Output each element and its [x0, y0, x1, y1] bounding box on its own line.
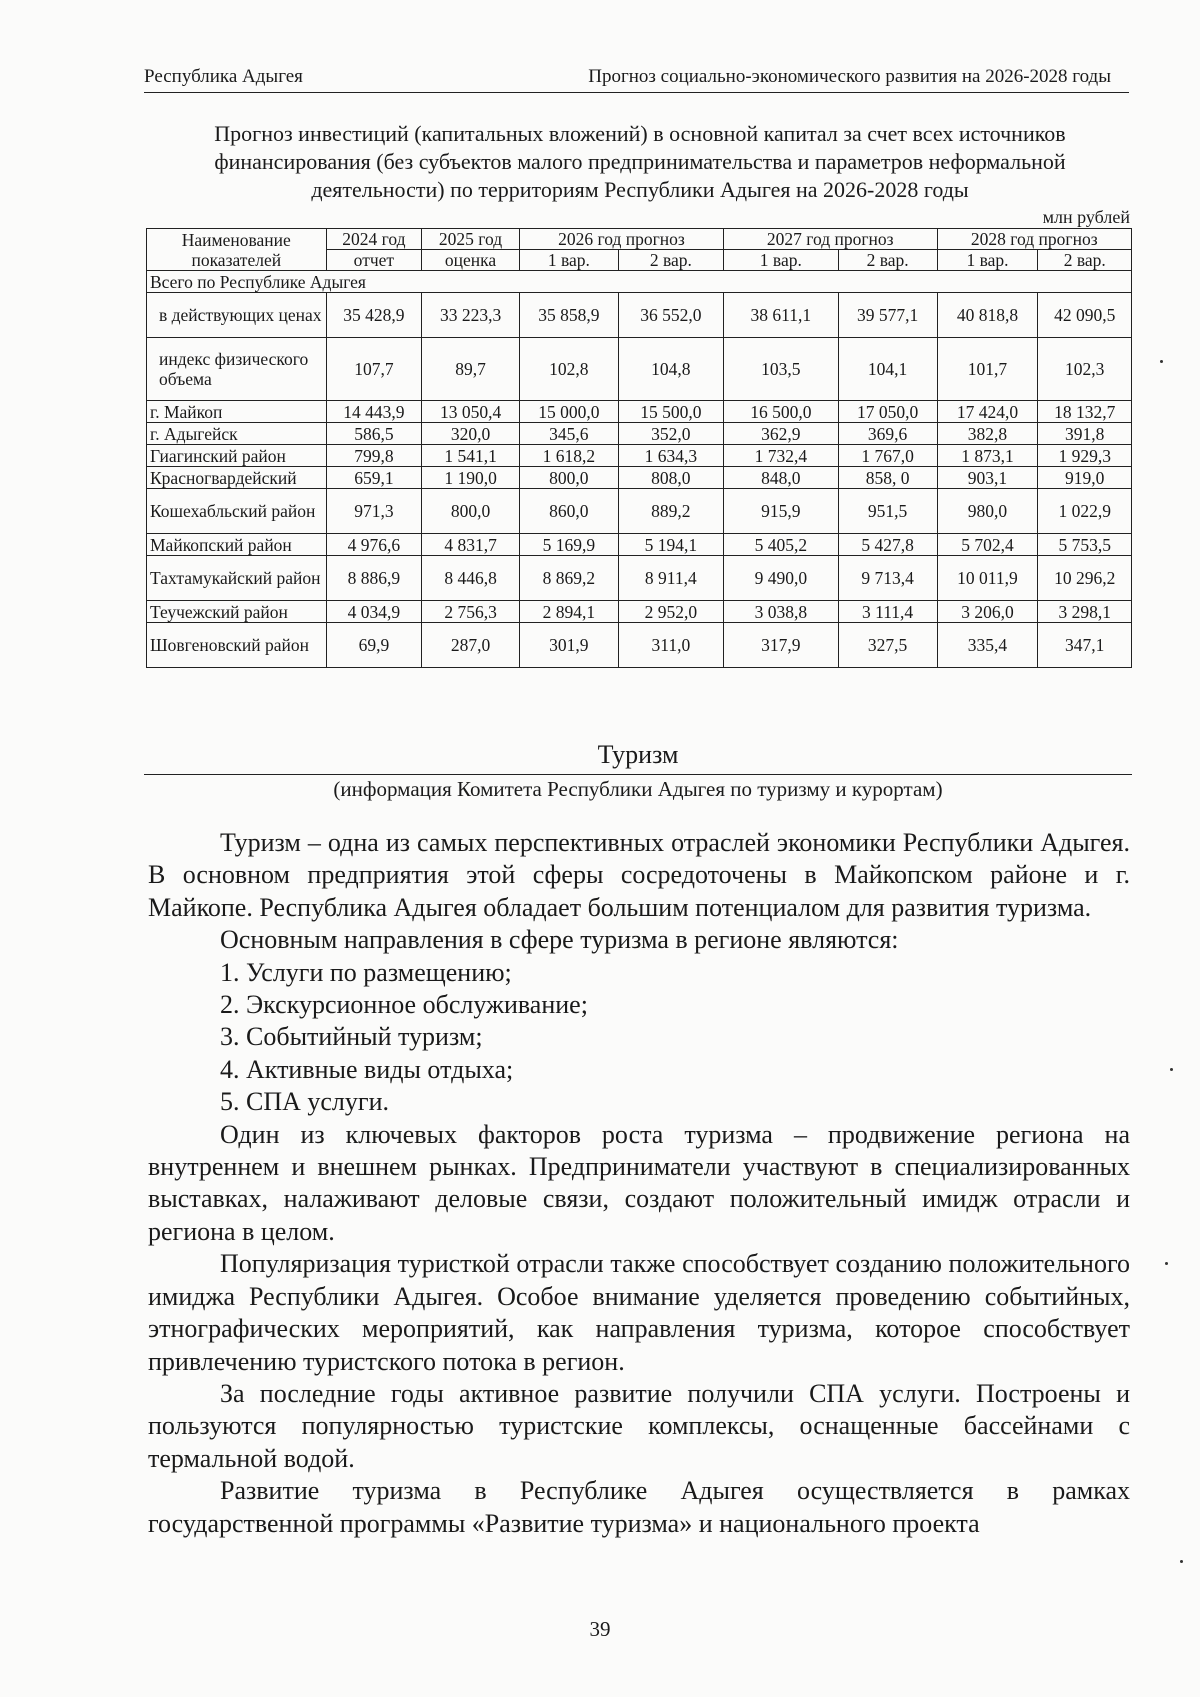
- header-2027-var2: 2 вар.: [838, 250, 937, 271]
- table-row: [147, 293, 1132, 338]
- table-cell: 8 869,2: [519, 556, 618, 601]
- table-cell: 3 038,8: [723, 601, 838, 623]
- header-2028-var1: 1 вар.: [937, 250, 1038, 271]
- table-cell: 3 298,1: [1038, 601, 1132, 623]
- table-cell: 16 500,0: [723, 401, 838, 423]
- table-cell: 320,0: [422, 423, 520, 445]
- table-cell: 17 050,0: [838, 401, 937, 423]
- row-name: г. Майкоп: [147, 401, 327, 423]
- scan-speck: [1160, 360, 1163, 363]
- table-cell: 1 022,9: [1038, 489, 1132, 534]
- table-cell: 69,9: [326, 623, 422, 668]
- row-name: Шовгеновский район: [147, 623, 327, 668]
- table-cell: 13 050,4: [422, 401, 520, 423]
- table-row: [147, 534, 1132, 556]
- table-cell: 104,1: [838, 338, 937, 401]
- table-row: [147, 338, 1132, 401]
- table-row: [147, 445, 1132, 467]
- header-2024-sub: отчет: [326, 250, 422, 271]
- table-cell: 889,2: [618, 489, 723, 534]
- row-name: Красногвардейский: [147, 467, 327, 489]
- table-cell: 287,0: [422, 623, 520, 668]
- table-cell: 9 490,0: [723, 556, 838, 601]
- table-cell: 39 577,1: [838, 293, 937, 338]
- table-cell: 5 194,1: [618, 534, 723, 556]
- table-cell: 2 952,0: [618, 601, 723, 623]
- table-cell: 352,0: [618, 423, 723, 445]
- table-cell: 1 634,3: [618, 445, 723, 467]
- investment-table: [146, 228, 1132, 668]
- header-2027-var1: 1 вар.: [723, 250, 838, 271]
- row-name: индекс физического объема: [147, 338, 327, 401]
- table-cell: 659,1: [326, 467, 422, 489]
- table-title: Прогноз инвестиций (капитальных вложений) в основной капитал за счет всех источников финансирования (без субъектов малого предпринимательства и параметров неформальной деятельности) по территориям Республики Адыгея на 2026-2028 годы: [214, 121, 1066, 202]
- paragraph-6: Развитие туризма в Республике Адыгея осуществляется в рамках государственной программы «Развитие туризма» и национального проекта: [148, 1476, 1130, 1538]
- header-2027: 2027 год прогноз: [723, 229, 937, 250]
- scan-speck: [1165, 1262, 1168, 1265]
- table-cell: 5 405,2: [723, 534, 838, 556]
- section-title: Туризм: [144, 738, 1132, 775]
- table-cell: 2 894,1: [519, 601, 618, 623]
- table-cell: 10 296,2: [1038, 556, 1132, 601]
- table-cell: 903,1: [937, 467, 1038, 489]
- table-row: [147, 623, 1132, 668]
- header-2028: 2028 год прогноз: [937, 229, 1132, 250]
- table-cell: 33 223,3: [422, 293, 520, 338]
- table-cell: 10 011,9: [937, 556, 1038, 601]
- list-item: 3. Событийный туризм;: [220, 1022, 483, 1052]
- paragraph-5: За последние годы активное развитие получили СПА услуги. Построены и пользуются популярностью туристские комплексы, оснащенные бассейнами с термальной водой.: [148, 1378, 1130, 1473]
- table-cell: 919,0: [1038, 467, 1132, 489]
- header-2028-var2: 2 вар.: [1038, 250, 1132, 271]
- row-name: г. Адыгейск: [147, 423, 327, 445]
- table-cell: 5 427,8: [838, 534, 937, 556]
- table-cell: 1 929,3: [1038, 445, 1132, 467]
- table-cell: 101,7: [937, 338, 1038, 401]
- table-cell: 9 713,4: [838, 556, 937, 601]
- table-cell: 104,8: [618, 338, 723, 401]
- table-cell: 1 732,4: [723, 445, 838, 467]
- table-cell: 89,7: [422, 338, 520, 401]
- table-cell: 42 090,5: [1038, 293, 1132, 338]
- page-number: 39: [589, 1617, 611, 1641]
- table-cell: 382,8: [937, 423, 1038, 445]
- table-cell: 5 702,4: [937, 534, 1038, 556]
- table-cell: 35 858,9: [519, 293, 618, 338]
- table-cell: 327,5: [838, 623, 937, 668]
- table-cell: 3 206,0: [937, 601, 1038, 623]
- paragraph-4: Популяризация туристкой отрасли также способствует созданию положительного имиджа Республики Адыгея. Особое внимание уделяется проведению событийных, этнографических мероприятий, как направления туризма, которое способствует привлечению туристского потока в регион.: [148, 1249, 1130, 1376]
- table-cell: 8 911,4: [618, 556, 723, 601]
- table-cell: 38 611,1: [723, 293, 838, 338]
- table-cell: 18 132,7: [1038, 401, 1132, 423]
- table-cell: 15 500,0: [618, 401, 723, 423]
- table-row: [147, 423, 1132, 445]
- table-cell: 107,7: [326, 338, 422, 401]
- table-cell: 808,0: [618, 467, 723, 489]
- row-name: Майкопский район: [147, 534, 327, 556]
- running-header: [144, 66, 1129, 93]
- table-cell: 301,9: [519, 623, 618, 668]
- table-cell: 3 111,4: [838, 601, 937, 623]
- table-cell: 800,0: [519, 467, 618, 489]
- table-cell: 335,4: [937, 623, 1038, 668]
- table-cell: 102,3: [1038, 338, 1132, 401]
- paragraph-3: Один из ключевых факторов роста туризма – продвижение региона на внутреннем и внешнем рынках. Предприниматели участвуют в специализированных выставках, налаживают деловые связи, создают положительный имидж отрасли и региона в целом.: [148, 1119, 1130, 1246]
- table-cell: 102,8: [519, 338, 618, 401]
- section-subtitle: (информация Комитета Республики Адыгея по туризму и курортам): [333, 777, 943, 801]
- table-row: [147, 401, 1132, 423]
- table-cell: 1 618,2: [519, 445, 618, 467]
- table-row: [147, 467, 1132, 489]
- header-name: Наименование показателей: [147, 229, 327, 271]
- list-item: 1. Услуги по размещению;: [220, 957, 512, 987]
- table-cell: 2 756,3: [422, 601, 520, 623]
- table-cell: 848,0: [723, 467, 838, 489]
- table-cell: 311,0: [618, 623, 723, 668]
- header-2026: 2026 год прогноз: [519, 229, 723, 250]
- table-cell: 1 190,0: [422, 467, 520, 489]
- list-item: 4. Активные виды отдыха;: [220, 1054, 514, 1084]
- table-cell: 35 428,9: [326, 293, 422, 338]
- table-cell: 40 818,8: [937, 293, 1038, 338]
- table-cell: 1 541,1: [422, 445, 520, 467]
- table-cell: 391,8: [1038, 423, 1132, 445]
- header-2024: 2024 год: [326, 229, 422, 250]
- table-cell: 5 169,9: [519, 534, 618, 556]
- table-cell: 1 873,1: [937, 445, 1038, 467]
- table-row: [147, 489, 1132, 534]
- header-region: Республика Адыгея: [144, 66, 303, 87]
- table-cell: 799,8: [326, 445, 422, 467]
- table-row: [147, 556, 1132, 601]
- scan-speck: [1170, 1068, 1173, 1071]
- header-document-title: Прогноз социально-экономического развития на 2026-2028 годы: [588, 66, 1111, 87]
- table-cell: 951,5: [838, 489, 937, 534]
- paragraph-1: Туризм – одна из самых перспективных отраслей экономики Республики Адыгея. В основном предприятия этой сферы сосредоточены в Майкопском районе и г. Майкопе. Республика Адыгея обладает большим потенциалом для развития туризма.: [148, 828, 1130, 922]
- table-cell: 980,0: [937, 489, 1038, 534]
- table-cell: 1 767,0: [838, 445, 937, 467]
- header-2026-var2: 2 вар.: [618, 250, 723, 271]
- table-cell: 369,6: [838, 423, 937, 445]
- header-2026-var1: 1 вар.: [519, 250, 618, 271]
- row-name: Теучежский район: [147, 601, 327, 623]
- table-row: [147, 601, 1132, 623]
- table-cell: 103,5: [723, 338, 838, 401]
- table-cell: 800,0: [422, 489, 520, 534]
- table-cell: 4 034,9: [326, 601, 422, 623]
- table-cell: 347,1: [1038, 623, 1132, 668]
- table-cell: 345,6: [519, 423, 618, 445]
- table-cell: 586,5: [326, 423, 422, 445]
- total-label-row: Всего по Республике Адыгея: [147, 271, 1132, 293]
- table-cell: 915,9: [723, 489, 838, 534]
- table-cell: 860,0: [519, 489, 618, 534]
- table-cell: 36 552,0: [618, 293, 723, 338]
- table-cell: 5 753,5: [1038, 534, 1132, 556]
- table-cell: 8 446,8: [422, 556, 520, 601]
- list-item: 2. Экскурсионное обслуживание;: [220, 990, 588, 1020]
- table-cell: 8 886,9: [326, 556, 422, 601]
- table-cell: 15 000,0: [519, 401, 618, 423]
- body-text: [148, 827, 1130, 1540]
- row-name: в действующих ценах: [147, 293, 327, 338]
- table-cell: 14 443,9: [326, 401, 422, 423]
- paragraph-2: Основным направления в сфере туризма в регионе являются:: [220, 925, 899, 955]
- table-units: млн рублей: [1042, 207, 1130, 227]
- table-cell: 17 424,0: [937, 401, 1038, 423]
- row-name: Кошехабльский район: [147, 489, 327, 534]
- row-name: Гиагинский район: [147, 445, 327, 467]
- row-name: Тахтамукайский район: [147, 556, 327, 601]
- header-2025: 2025 год: [422, 229, 520, 250]
- table-cell: 4 976,6: [326, 534, 422, 556]
- scan-speck: [1180, 1560, 1183, 1563]
- list-item: 5. СПА услуги.: [220, 1087, 389, 1117]
- table-cell: 858, 0: [838, 467, 937, 489]
- table-cell: 4 831,7: [422, 534, 520, 556]
- table-cell: 362,9: [723, 423, 838, 445]
- header-2025-sub: оценка: [422, 250, 520, 271]
- table-cell: 971,3: [326, 489, 422, 534]
- table-cell: 317,9: [723, 623, 838, 668]
